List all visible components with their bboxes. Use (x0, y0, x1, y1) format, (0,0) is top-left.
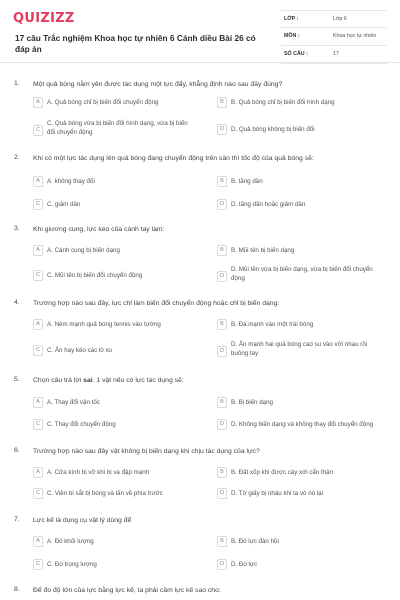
option-text: D. Tờ giấy bị nhàu khi ta vò nó lại (231, 489, 323, 497)
option-text: D. Quả bóng không bị biến đổi (231, 125, 315, 133)
option-text: D. Mũi tên vừa bị biến dạng, vừa bị biến đổi chuyển động (231, 266, 373, 282)
question-text: Trường hợp nào sau đây vật không bị biến dạng khi chịu tác dụng của lực? (33, 448, 260, 455)
meta-label: LỚP : (284, 16, 299, 22)
option-letter: C (33, 345, 43, 356)
question-text: Trường hợp nào sau đây, lực chỉ làm biến đổi chuyển động hoặc chỉ bị biến dạng: (33, 300, 280, 307)
option-text: C. Viên bi sắt bị bóng và lăn về phía trước (47, 489, 163, 497)
option-text: A. Ném mạnh quả bóng tennis vào tường (47, 320, 161, 328)
question-text-prefix: Chọn câu trả lời (33, 377, 84, 384)
meta-value: Khoa học tự nhiên (333, 33, 377, 39)
option-letter: B (217, 467, 227, 478)
option-text: C. Mũi tên bị biến đổi chuyển động (47, 271, 143, 279)
option-letter: A (33, 397, 43, 408)
option-text: A. không thay đổi (47, 177, 95, 185)
question-text: Khi giương cung, lực kéo của cánh tay làm: (33, 226, 165, 233)
option-letter: A (33, 97, 43, 108)
question-text: Khi có một lực tác dụng lên quả bóng đang chuyển động trên sân thì tốc độ của quả bóng sẽ: (33, 155, 314, 162)
meta-label: MÔN : (284, 33, 300, 39)
question-number: 3. (14, 225, 20, 232)
meta-value: Lớp 6 (333, 16, 347, 22)
question-text-emphasis: sai (83, 377, 93, 384)
option-letter: C (33, 199, 43, 210)
option-letter: B (217, 536, 227, 547)
option-letter: C (33, 270, 43, 281)
option-letter: B (217, 176, 227, 187)
option-letter: B (217, 319, 227, 330)
option-text: D. tăng dần hoặc giảm dần (231, 200, 306, 208)
option-letter: A (33, 319, 43, 330)
option-letter: A (33, 245, 43, 256)
option-letter: A (33, 467, 43, 478)
option-text: A. Thay đổi vận tốc (47, 398, 100, 406)
question-text: Lực kế là dụng cụ vật lý dùng để (33, 517, 132, 524)
option-text: B. Đo lực đàn hồi (231, 537, 279, 545)
option-letter: D (217, 346, 227, 357)
meta-row-subject (281, 28, 387, 46)
question-number: 1. (14, 80, 20, 87)
header-divider (0, 62, 400, 63)
question-number: 7. (14, 516, 20, 523)
option-letter: B (217, 97, 227, 108)
option-letter: D (217, 559, 227, 570)
worksheet-meta-table (281, 10, 387, 64)
option-letter: D (217, 488, 227, 499)
option-text: A. Cánh cung bị biến dạng (47, 246, 120, 254)
option-letter: C (33, 419, 43, 430)
question-text: Một quả bóng nằm yên được tác dụng một lực đẩy, khẳng định nào sau đây đúng? (33, 81, 283, 88)
option-text: B. Mũi tên bị biến dạng (231, 246, 295, 254)
option-letter: D (217, 199, 227, 210)
option-text: B. tăng dần (231, 177, 263, 185)
option-text: B. Bị biến dạng (231, 398, 273, 406)
option-text: A. Đo khối lượng (47, 537, 94, 545)
question-number: 8. (14, 586, 20, 593)
question-number: 5. (14, 376, 20, 383)
option-text: B. Đá mạnh vào một trái bóng (231, 320, 314, 328)
option-letter: C (33, 125, 43, 136)
option-text: D. Ấn mạnh hai quả bóng cao su vào với nhau rồi buông tay (231, 341, 368, 357)
question-number: 6. (14, 447, 20, 454)
option-letter: D (217, 124, 227, 135)
option-letter: C (33, 559, 43, 570)
quizizz-logo[interactable]: QUIZIZZ (13, 11, 75, 26)
option-text: D. Đo lực (231, 560, 258, 568)
question-number: 4. (14, 299, 20, 306)
option-text: C. giảm dần (47, 200, 81, 208)
option-text: C. Quả bóng vừa bị biến đổi hình dạng, vừa bị biến đổi chuyển động (47, 120, 188, 136)
option-text: A. Quả bóng chỉ bị biến đổi chuyển động (47, 98, 159, 106)
option-letter: A (33, 536, 43, 547)
option-letter: C (33, 488, 43, 499)
option-letter: D (217, 271, 227, 282)
option-text: D. Không biến dạng và không thay đổi chuyển động (231, 420, 374, 428)
meta-label: SỐ CÂU : (284, 51, 308, 57)
option-text: A. Cửa kính bị vỡ khi bị va đập mạnh (47, 468, 150, 476)
option-letter: B (217, 397, 227, 408)
question-text-suffix: . 1 vật nếu có lực tác dụng sẽ: (92, 377, 184, 384)
question-number: 2. (14, 154, 20, 161)
option-text: C. Thay đổi chuyển động (47, 420, 116, 428)
option-text: C. Đo trọng lượng (47, 560, 97, 568)
worksheet-title: 17 câu Trắc nghiệm Khoa học tự nhiên 6 Cánh diều Bài 26 có đáp án (15, 33, 256, 54)
question-text: Để đo độ lớn của lực bằng lực kế, ta phải cầm lực kế sao cho: (33, 587, 221, 594)
option-letter: D (217, 419, 227, 430)
meta-row-class (281, 10, 387, 28)
meta-value: 17 (333, 51, 339, 57)
option-text: B. Quả bóng chỉ bị biến đổi hình dạng (231, 98, 335, 106)
question-text (33, 376, 373, 385)
option-letter: A (33, 176, 43, 187)
option-text: B. Đất xốp khi được cày xới cẩn thận (231, 468, 334, 476)
option-letter: B (217, 245, 227, 256)
option-text: C. Ấn hay kéo các lò xo (47, 346, 113, 354)
